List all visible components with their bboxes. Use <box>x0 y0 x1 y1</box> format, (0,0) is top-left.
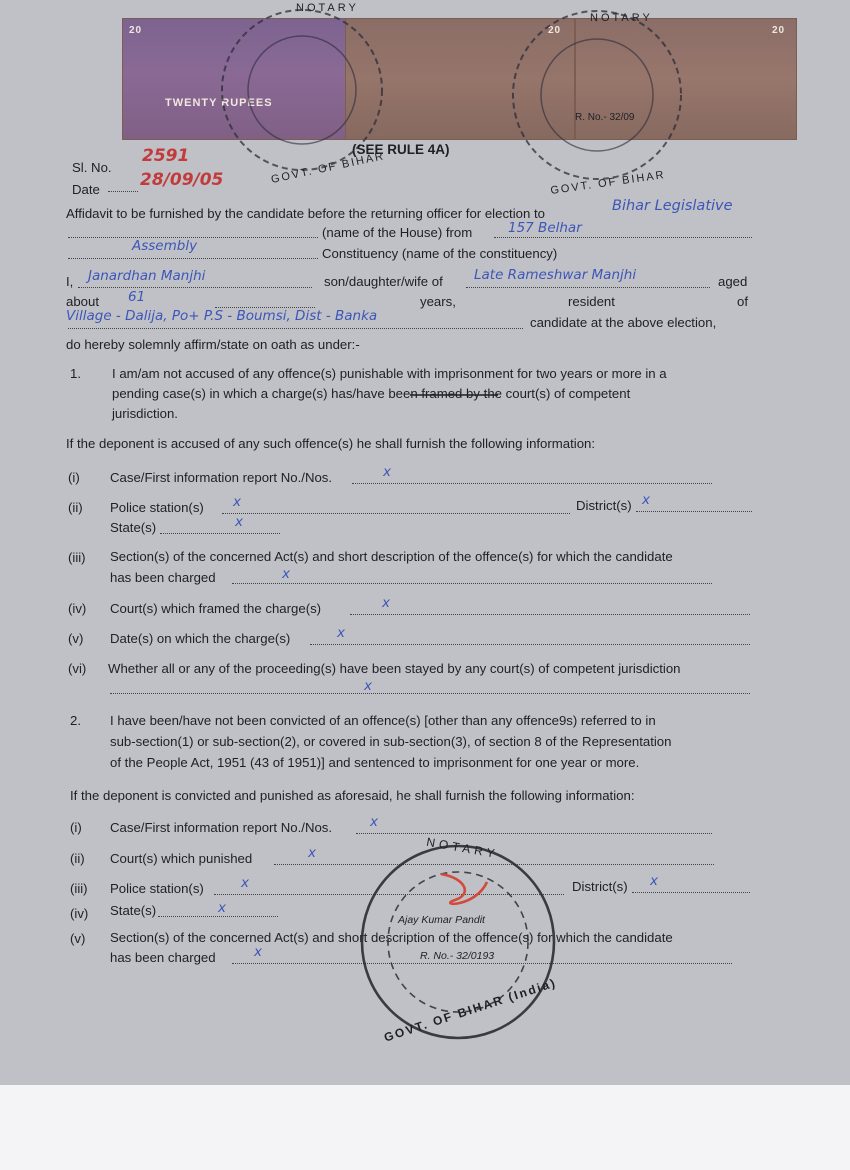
candidate-name: Janardhan Manjhi <box>88 268 206 284</box>
rule-reference: (SEE RULE 4A) <box>352 142 450 157</box>
accused-item-number: (ii) <box>68 500 83 515</box>
item-1-number: 1. <box>70 366 81 381</box>
intro-line-7: do hereby solemnly affirm/state on oath as under:- <box>66 337 360 352</box>
seal-top-text: NOTARY <box>296 2 359 14</box>
scan-margin <box>0 1085 850 1170</box>
accused-item-number: (v) <box>68 631 84 646</box>
strike-through <box>410 393 500 397</box>
convicted-item-text: has been charged <box>110 950 216 965</box>
convicted-item-text: Police station(s) <box>110 881 204 896</box>
seal-top-text: GOVT. OF BIHAR <box>270 150 386 186</box>
seal-bottom-text: GOVT. OF BIHAR (India) <box>382 975 559 1045</box>
intro-line-5-a: about <box>66 294 100 309</box>
parent-name: Late Rameshwar Manjhi <box>474 267 637 283</box>
accused-item-mark: x <box>364 678 372 694</box>
accused-item-mark: x <box>383 464 391 480</box>
convicted-item-text: Case/First information report No./Nos. <box>110 820 333 835</box>
intro-line-3: Constituency (name of the constituency) <box>322 246 558 261</box>
constituency-from: 157 Belhar <box>508 220 582 236</box>
accused-item-text: State(s) <box>110 520 157 535</box>
convicted-item-number: (v) <box>70 931 86 946</box>
convicted-item-mark: x <box>241 875 249 891</box>
constituency-type: Assembly <box>132 238 198 254</box>
accused-item-text: District(s) <box>576 498 632 513</box>
convicted-item-text: Court(s) which punished <box>110 851 253 866</box>
accused-item-number: (iv) <box>68 601 87 616</box>
accused-item-mark: x <box>235 514 243 530</box>
convicted-item-mark: x <box>308 845 316 861</box>
convicted-item-number: (iv) <box>70 906 89 921</box>
item-1-line-1: I am/am not accused of any offence(s) punishable with imprisonment for two years or more in a <box>112 366 667 381</box>
intro-line-5-b: years, <box>420 294 456 309</box>
accused-item-text: Police station(s) <box>110 500 204 515</box>
convicted-item-mark: x <box>370 814 378 830</box>
date-label: Date <box>72 182 100 197</box>
accused-item-text: Whether all or any of the proceeding(s) have been stayed by any court(s) of competent jurisdiction <box>108 661 681 676</box>
convicted-item-number: (iii) <box>70 881 88 896</box>
accused-item-text: has been charged <box>110 570 216 585</box>
accused-item-number: (iii) <box>68 550 86 565</box>
accused-item-mark: x <box>642 492 650 508</box>
intro-line-1: Affidavit to be furnished by the candidate before the returning officer for election to <box>66 206 545 221</box>
house-name: Bihar Legislative <box>612 198 733 214</box>
intro-line-2: (name of the House) from <box>322 225 473 240</box>
accused-item-number: (vi) <box>68 661 87 676</box>
item-2-number: 2. <box>70 713 81 728</box>
stamp-value: 20 <box>129 25 143 36</box>
accused-item-text: Date(s) on which the charge(s) <box>110 631 291 646</box>
seal-bottom-reg: R. No.- 32/0193 <box>420 950 495 962</box>
accused-item-mark: x <box>337 625 345 641</box>
convicted-item-number: (ii) <box>70 851 85 866</box>
seal-top-text: NOTARY <box>590 12 653 24</box>
intro-line-4-b: son/daughter/wife of <box>324 274 443 289</box>
serial-number-label: Sl. No. <box>72 160 112 175</box>
stamp-text: TWENTY RUPEES <box>165 97 273 109</box>
intro-line-4-c: aged <box>718 274 748 289</box>
candidate-age: 61 <box>128 289 146 305</box>
seal-bottom-name: Ajay Kumar Pandit <box>398 914 485 926</box>
seal-top-reg: R. No.- 32/09 <box>575 112 635 123</box>
seal-top-text: GOVT. OF BIHAR <box>549 168 667 198</box>
accused-heading: If the deponent is accused of any such offence(s) he shall furnish the following information: <box>66 436 596 451</box>
accused-item-text: Case/First information report No./Nos. <box>110 470 333 485</box>
convicted-item-mark: x <box>218 900 226 916</box>
convicted-item-number: (i) <box>70 820 82 835</box>
item-2-line-3: of the People Act, 1951 (43 of 1951)] and sentenced to imprisonment for one year or more. <box>110 755 640 770</box>
convicted-heading: If the deponent is convicted and punished as aforesaid, he shall furnish the following information: <box>70 788 635 803</box>
stamp-value: 20 <box>772 25 786 36</box>
candidate-address: Village - Dalija, Po+ P.S - Boumsi, Dist - Banka <box>66 308 378 324</box>
intro-line-4-a: I, <box>66 274 74 289</box>
convicted-item-text: District(s) <box>572 879 628 894</box>
intro-line-6: candidate at the above election, <box>530 315 717 330</box>
accused-item-mark: x <box>233 494 241 510</box>
accused-item-mark: x <box>282 566 290 582</box>
intro-line-5-c: resident <box>568 294 615 309</box>
item-2-line-2: sub-section(1) or sub-section(2), or covered in sub-section(3), of section 8 of the Representation <box>110 734 672 749</box>
stamp-value: 20 <box>548 25 562 36</box>
item-1-line-2: pending case(s) in which a charge(s) has/have been framed by the court(s) of competent <box>112 386 631 401</box>
date-value: 28/09/05 <box>140 170 224 190</box>
accused-item-text: Court(s) which framed the charge(s) <box>110 601 322 616</box>
intro-line-5-d: of <box>737 294 748 309</box>
item-1-line-3: jurisdiction. <box>112 406 178 421</box>
convicted-item-mark: x <box>254 944 262 960</box>
convicted-item-mark: x <box>650 873 658 889</box>
seal-bottom-text: NOTARY <box>425 834 500 862</box>
accused-item-number: (i) <box>68 470 80 485</box>
accused-item-mark: x <box>382 595 390 611</box>
convicted-item-text: State(s) <box>110 903 157 918</box>
serial-number-value: 2591 <box>142 146 190 166</box>
convicted-item-text: Section(s) of the concerned Act(s) and short description of the offence(s) for which the candidate <box>110 930 673 945</box>
item-2-line-1: I have been/have not been convicted of an offence(s) [other than any offence9s) referred to in <box>110 713 656 728</box>
accused-item-text: Section(s) of the concerned Act(s) and short description of the offence(s) for which the candidate <box>110 549 673 564</box>
